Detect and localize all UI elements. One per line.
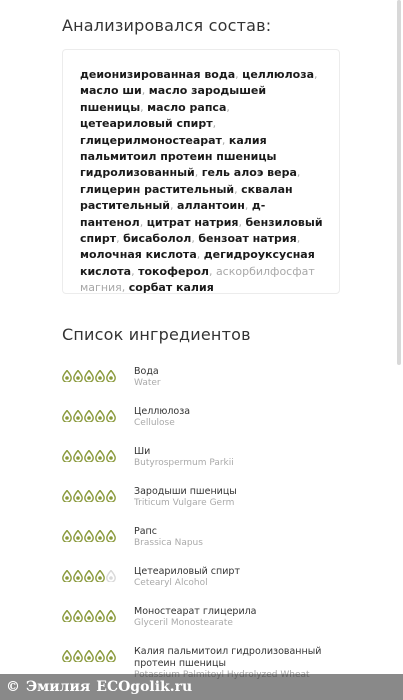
ingredient-latin-name: Cellulose: [134, 418, 175, 428]
composition-item[interactable]: дегидроуксусная кислота: [80, 248, 315, 278]
composition-text: [80, 67, 323, 297]
ingredient-row[interactable]: [62, 606, 362, 642]
composition-item[interactable]: масло зародышей пшеницы: [80, 84, 267, 114]
drop-filled-icon: [84, 410, 94, 422]
composition-item[interactable]: масло рапса: [147, 100, 227, 114]
ingredient-list-title: Список ингредиентов: [62, 325, 251, 344]
composition-separator: ,: [238, 215, 246, 229]
composition-separator: ,: [212, 117, 217, 131]
composition-separator: ,: [116, 232, 124, 246]
drop-filled-icon: [62, 450, 72, 462]
composition-item[interactable]: бензоат натрия: [198, 232, 297, 246]
drop-filled-icon: [62, 490, 72, 502]
composition-separator: ,: [141, 84, 149, 98]
ingredient-row[interactable]: [62, 526, 362, 562]
composition-separator: ,: [226, 100, 230, 114]
ingredient-name: Вода: [134, 366, 159, 377]
ingredient-name: Калия пальмитоил гидролизованный протеин пшеницы: [134, 646, 322, 669]
drop-filled-icon: [62, 410, 72, 422]
drop-filled-icon: [84, 450, 94, 462]
composition-separator: ,: [131, 264, 139, 278]
composition-item[interactable]: цитрат натрия: [146, 215, 239, 229]
scrollbar[interactable]: [397, 0, 401, 365]
composition-item[interactable]: деионизированная вода: [80, 68, 236, 81]
drop-filled-icon: [106, 410, 116, 422]
drop-filled-icon: [84, 370, 94, 382]
composition-item[interactable]: бензиловый спирт: [80, 215, 323, 246]
composition-item[interactable]: сорбат калия: [128, 281, 214, 295]
drop-filled-icon: [73, 650, 83, 662]
watermark-author: Эмилия: [26, 679, 91, 695]
safety-rating: [62, 450, 116, 462]
composition-item[interactable]: д-пантенол: [80, 199, 266, 229]
ingredient-row[interactable]: [62, 446, 362, 482]
safety-rating: [62, 490, 116, 502]
drop-filled-icon: [106, 530, 116, 542]
composition-item[interactable]: цетеариловый спирт: [80, 117, 213, 131]
copyright-symbol: ©: [6, 679, 20, 695]
composition-item[interactable]: молочная кислота: [80, 248, 197, 262]
ingredient-name: Целлюлоза: [134, 406, 191, 417]
drop-filled-icon: [73, 410, 83, 422]
drop-filled-icon: [84, 570, 94, 582]
composition-separator: ,: [194, 166, 202, 180]
ingredient-name: Рапс: [134, 526, 157, 537]
safety-rating: [62, 370, 116, 382]
ingredient-latin-name: Water: [134, 378, 161, 388]
composition-item[interactable]: аллантоин: [177, 199, 245, 213]
safety-rating: [62, 410, 116, 422]
drop-filled-icon: [106, 490, 116, 502]
drop-filled-icon: [73, 370, 83, 382]
ingredient-row[interactable]: [62, 486, 362, 522]
drop-filled-icon: [84, 610, 94, 622]
safety-rating: [62, 610, 116, 622]
composition-separator: ,: [314, 68, 318, 81]
drop-filled-icon: [73, 490, 83, 502]
drop-filled-icon: [106, 450, 116, 462]
drop-filled-icon: [73, 570, 83, 582]
composition-separator: ,: [244, 199, 252, 213]
ingredient-name: Моностеарат глицерила: [134, 606, 257, 617]
drop-filled-icon: [84, 650, 94, 662]
drop-filled-icon: [95, 370, 105, 382]
drop-filled-icon: [106, 650, 116, 662]
composition-separator: ,: [196, 248, 204, 262]
drop-filled-icon: [84, 530, 94, 542]
composition-separator: ,: [221, 133, 229, 147]
drop-filled-icon: [84, 490, 94, 502]
ingredient-latin-name: Glyceril Monostearate: [134, 618, 233, 628]
drop-filled-icon: [95, 530, 105, 542]
watermark-bar: [0, 674, 403, 700]
composition-item[interactable]: бисаболол: [123, 232, 192, 246]
drop-filled-icon: [62, 570, 72, 582]
drop-filled-icon: [73, 610, 83, 622]
composition-separator: ,: [170, 199, 178, 213]
composition-item[interactable]: гель алоэ вера: [201, 166, 297, 180]
composition-item[interactable]: масло ши: [80, 84, 142, 98]
ingredient-row[interactable]: [62, 366, 362, 402]
composition-item[interactable]: аскорбилфосфат магния: [80, 264, 315, 295]
composition-separator: ,: [140, 100, 148, 114]
composition-item[interactable]: токоферол: [138, 264, 209, 278]
composition-separator: ,: [296, 232, 301, 246]
ingredient-latin-name: Triticum Vulgare Germ: [134, 498, 235, 508]
drop-filled-icon: [95, 410, 105, 422]
drop-filled-icon: [73, 450, 83, 462]
ingredient-latin-name: Cetearyl Alcohol: [134, 578, 208, 588]
composition-separator: ,: [235, 68, 243, 81]
ingredient-row[interactable]: [62, 566, 362, 602]
composition-separator: ,: [139, 215, 147, 229]
composition-card: [62, 49, 340, 294]
drop-filled-icon: [62, 650, 72, 662]
drop-filled-icon: [95, 570, 105, 582]
drop-filled-icon: [106, 370, 116, 382]
ingredient-row[interactable]: [62, 406, 362, 442]
drop-filled-icon: [106, 610, 116, 622]
ingredient-latin-name: Butyrospermum Parkii: [134, 458, 234, 468]
composition-separator: ,: [208, 264, 216, 278]
composition-separator: ,: [121, 281, 129, 295]
ingredient-name: Зародыши пшеницы: [134, 486, 237, 497]
drop-filled-icon: [62, 370, 72, 382]
safety-rating: [62, 570, 116, 582]
composition-item[interactable]: глицерин растительный: [80, 182, 235, 196]
safety-rating: [62, 650, 116, 662]
composition-separator: ,: [191, 232, 199, 246]
watermark-site: ECOgolik.ru: [96, 679, 193, 695]
drop-filled-icon: [73, 530, 83, 542]
drop-filled-icon: [62, 610, 72, 622]
composition-item[interactable]: целлюлоза: [242, 68, 315, 81]
composition-item[interactable]: калия пальмитоил протеин пшеницы гидролизованный: [80, 133, 277, 180]
drop-empty-icon: [106, 570, 116, 582]
composition-item[interactable]: глицерилмоностеарат: [80, 133, 222, 147]
drop-filled-icon: [95, 490, 105, 502]
analyzed-composition-title: Анализировался состав:: [62, 16, 272, 35]
composition-item[interactable]: сквалан растительный: [80, 182, 293, 213]
safety-rating: [62, 530, 116, 542]
drop-filled-icon: [95, 650, 105, 662]
drop-filled-icon: [62, 530, 72, 542]
ingredient-latin-name: Brassica Napus: [134, 538, 203, 548]
composition-separator: ,: [234, 182, 242, 196]
composition-separator: ,: [296, 166, 301, 180]
drop-filled-icon: [95, 610, 105, 622]
ingredient-name: Ши: [134, 446, 151, 457]
ingredient-name: Цетеариловый спирт: [134, 566, 240, 577]
drop-filled-icon: [95, 450, 105, 462]
